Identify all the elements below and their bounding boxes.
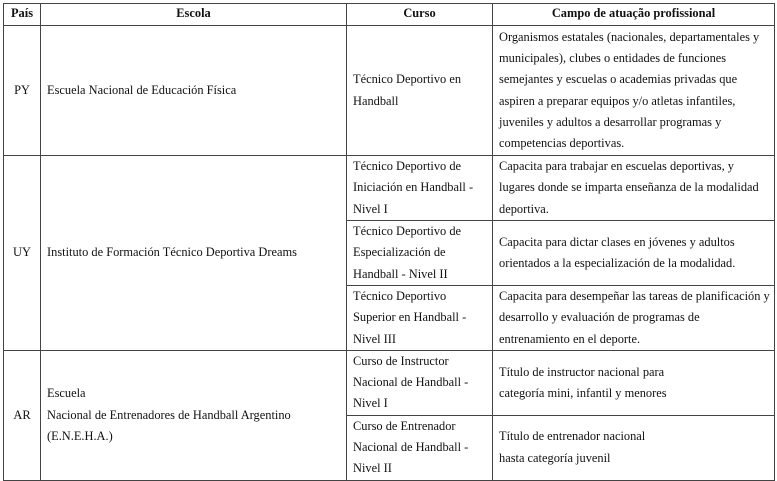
field-line: entrenamiento en el deporte. [499,331,641,346]
field-cell [493,221,775,286]
field-line: Capacita para dictar clases en jóvenes y adultos [499,234,735,249]
field-line: Organismos estatales (nacionales, departamentales y [499,29,760,44]
course-line: Curso de Instructor [353,353,449,368]
school-line: Instituto de Formación Técnico Deportiva Dreams [47,245,297,260]
field-cell [493,350,775,415]
table-row [4,26,775,156]
course-line: Nacional de Handball - [353,375,469,390]
school-line: Escuela [47,386,86,401]
field-line: Título de entrenador nacional [499,429,646,444]
school-line: Nacional de Entrenadores de Handball Argentino [47,407,291,422]
header-field: Campo de atuação profissional [493,4,775,26]
course-line: Especialización de [353,245,446,260]
field-cell [493,26,775,156]
country-cell: UY [4,156,41,351]
school-cell [41,156,347,351]
country-cell: PY [4,26,41,156]
field-line: lugares donde se imparta enseñanza de la modalidad [499,180,759,195]
course-line: Superior en Handball - [353,310,467,325]
school-cell [41,26,347,156]
course-cell [347,350,493,415]
course-line: Handball - Nivel II [353,266,448,281]
country-cell: AR [4,350,41,480]
course-cell [347,221,493,286]
field-line: Capacita para desempeñar las tareas de planificación y [499,288,770,303]
course-line: Técnico Deportivo de [353,159,462,174]
field-line: municipales), clubes o entidades de funciones [499,50,727,65]
header-country: País [4,4,41,26]
course-line: Nivel II [353,461,392,476]
field-line: orientados a la especialización de la modalidad. [499,255,736,270]
header-school: Escola [41,4,347,26]
field-line: aspiren a preparar equipos y/o atletas infantiles, [499,93,736,108]
field-line: categoría mini, infantil y menores [499,385,667,400]
school-line: Escuela Nacional de Educación Física [47,82,237,97]
header-row [4,4,775,26]
school-cell [41,350,347,480]
field-cell [493,415,775,480]
course-line: Iniciación en Handball - [353,180,474,195]
course-line: Curso de Entrenador [353,418,456,433]
field-line: deportiva. [499,201,549,216]
courses-table [3,3,775,481]
course-cell [347,26,493,156]
table-row [4,350,775,415]
course-line: Técnico Deportivo [353,288,447,303]
field-cell [493,285,775,350]
course-line: Handball [353,93,399,108]
course-line: Nivel I [353,201,388,216]
course-line: Técnico Deportivo de [353,224,462,238]
school-line: (E.N.E.H.A.) [47,428,113,443]
course-cell [347,285,493,350]
header-course: Curso [347,4,493,26]
field-line: Título de instructor nacional para [499,364,665,379]
course-line: Nacional de Handball - [353,440,469,455]
course-cell [347,156,493,221]
course-cell [347,415,493,480]
field-line: semejantes y escuelas o academias privadas que [499,72,738,87]
field-cell [493,156,775,221]
course-line: Nivel III [353,331,397,346]
field-line: Capacita para trabajar en escuelas deportivas, y [499,159,734,174]
table-row [4,156,775,221]
course-line: Nivel I [353,396,388,411]
field-line: competencias deportivas. [499,136,625,151]
field-line: juveniles y adultos a desarrollar programas y [499,114,722,129]
course-line: Técnico Deportivo en [353,72,462,87]
field-line: desarrollo y evaluación de programas de [499,310,700,325]
field-line: hasta categoría juvenil [499,450,611,465]
